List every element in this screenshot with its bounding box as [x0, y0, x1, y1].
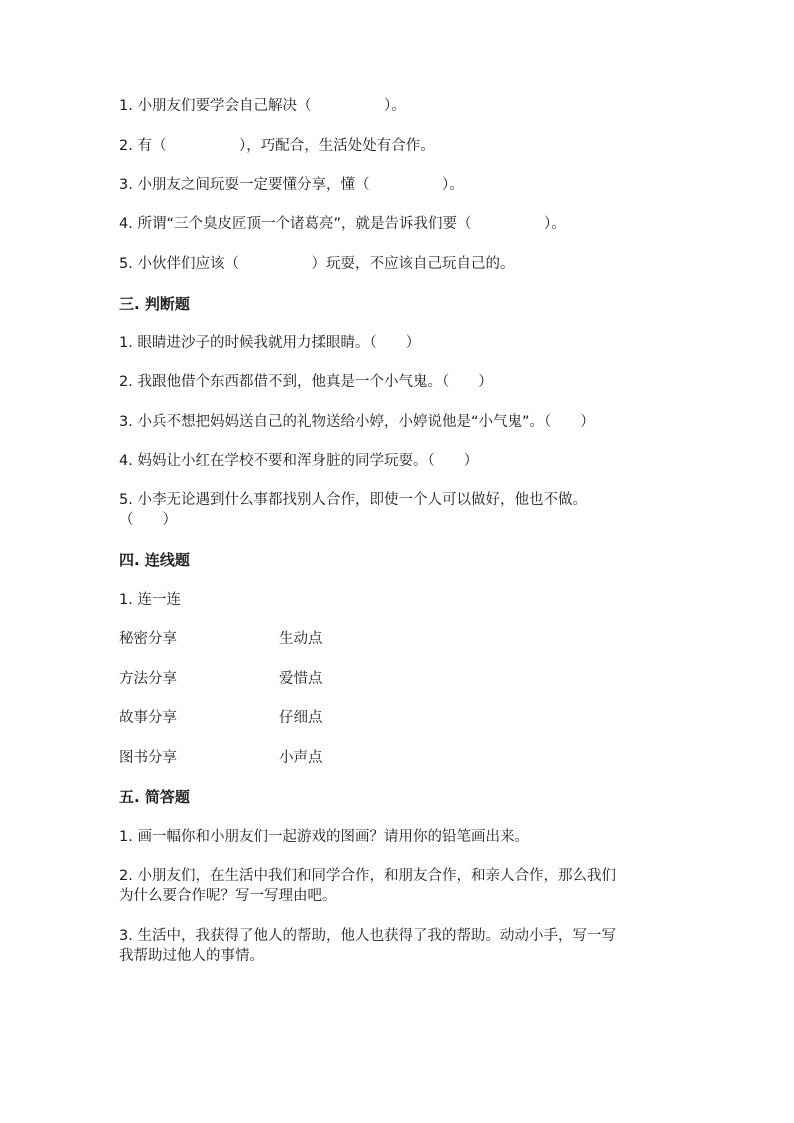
- matching-right-item: 小声点: [279, 750, 323, 766]
- section-title-short-answer: 五. 简答题: [119, 788, 190, 806]
- short-answer-question-3-line-1: 3. 生活中，我获得了他人的帮助，他人也获得了我的帮助。动动小手，写一写: [119, 928, 616, 944]
- fill-blank-question-5: 5. 小伙伴们应该（ ）玩耍，不应该自己玩自己的。: [119, 256, 515, 272]
- judgment-question-2: 2. 我跟他借个东西都借不到，他真是一个小气鬼。（ ）: [119, 374, 493, 390]
- short-answer-question-2-line-1: 2. 小朋友们，在生活中我们和同学合作，和朋友合作，和亲人合作，那么我们: [119, 868, 616, 884]
- fill-blank-question-3: 3. 小朋友之间玩耍一定要懂分享，懂（ ）。: [119, 177, 464, 193]
- matching-left-item: 秘密分享: [119, 631, 177, 647]
- judgment-question-5-bracket: （ ）: [119, 512, 177, 528]
- judgment-question-4: 4. 妈妈让小红在学校不要和浑身脏的同学玩耍。（ ）: [119, 453, 479, 469]
- matching-right-item: 爱惜点: [279, 671, 323, 687]
- matching-left-item: 图书分享: [119, 750, 177, 766]
- matching-left-item: 方法分享: [119, 671, 177, 687]
- matching-right-item: 生动点: [279, 631, 323, 647]
- matching-right-item: 仔细点: [279, 710, 323, 726]
- judgment-question-1: 1. 眼睛进沙子的时候我就用力揉眼睛。（ ）: [119, 335, 421, 351]
- fill-blank-question-1: 1. 小朋友们要学会自己解决（ ）。: [119, 98, 406, 114]
- matching-question: 1. 连一连: [119, 592, 181, 608]
- short-answer-question-3-line-2: 我帮助过他人的事情。: [119, 948, 264, 964]
- section-title-judgment: 三. 判断题: [119, 295, 190, 313]
- short-answer-question-1: 1. 画一幅你和小朋友们一起游戏的图画？请用你的铅笔画出来。: [119, 829, 529, 845]
- short-answer-question-2-line-2: 为什么要合作呢？写一写理由吧。: [119, 888, 337, 904]
- judgment-question-5: 5. 小李无论遇到什么事都找别人合作，即使一个人可以做好，他也不做。: [119, 492, 587, 508]
- judgment-question-3: 3. 小兵不想把妈妈送自己的礼物送给小婷，小婷说他是“小气鬼”。（ ）: [119, 414, 595, 430]
- fill-blank-question-4: 4. 所谓“三个臭皮匠顶一个诸葛亮”，就是告诉我们要（ ）。: [119, 216, 566, 232]
- matching-left-item: 故事分享: [119, 710, 177, 726]
- section-title-matching: 四. 连线题: [119, 551, 190, 569]
- fill-blank-question-2: 2. 有（ ），巧配合，生活处处有合作。: [119, 138, 435, 154]
